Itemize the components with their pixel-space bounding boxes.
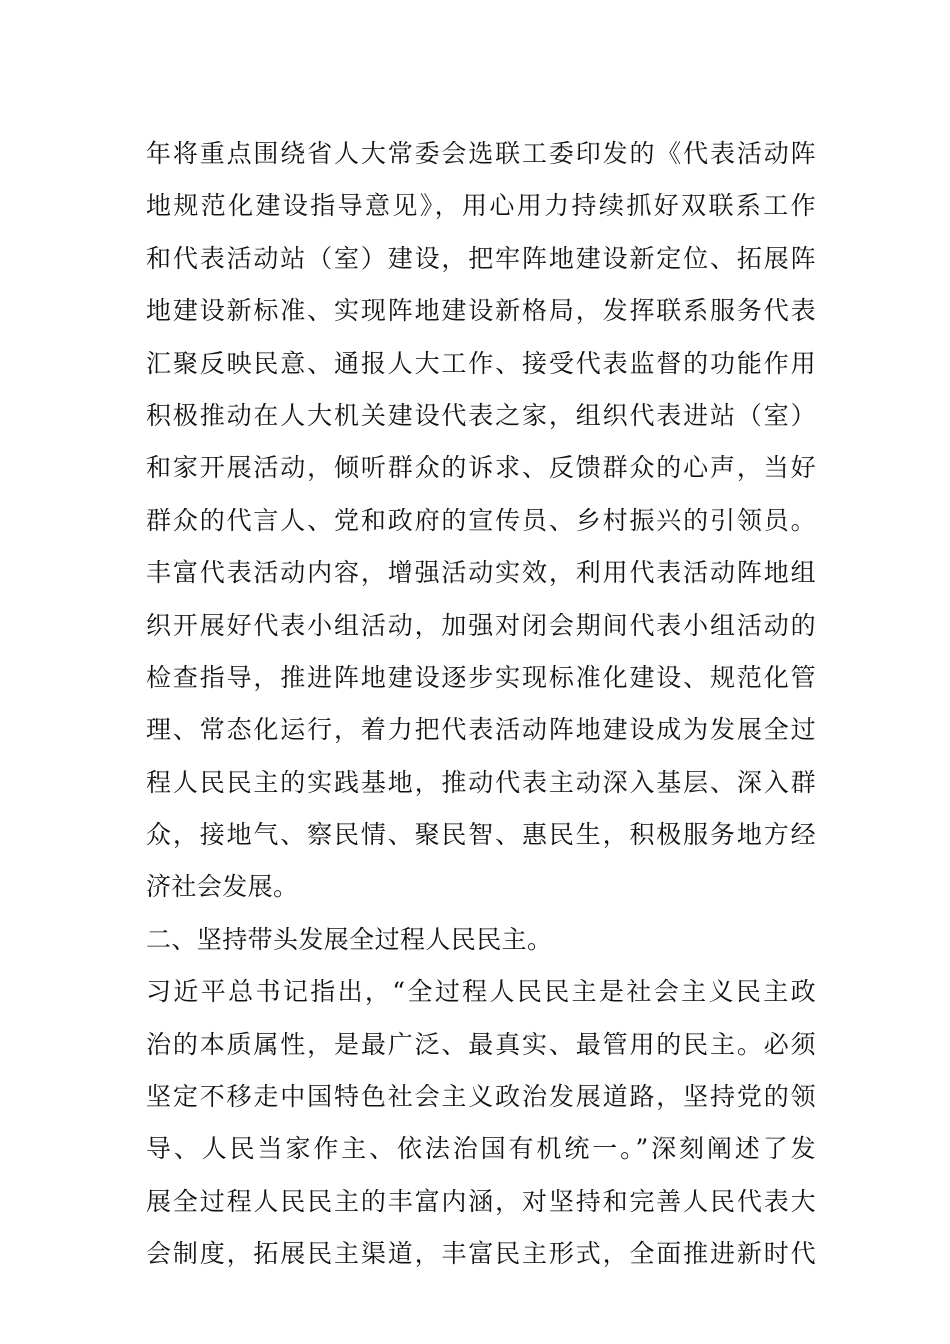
text-line: 和家开展活动，倾听群众的诉求、反馈群众的心声，当好 [146,453,816,483]
text-line: 织开展好代表小组活动，加强对闭会期间代表小组活动的 [146,610,816,640]
text-line: 展全过程人民民主的丰富内涵，对坚持和完善人民代表大 [146,1186,816,1216]
text-line: 地规范化建设指导意见》，用心用力持续抓好双联系工作 [146,191,816,221]
text-line: 习近平总书记指出，“全过程人民民主是社会主义民主政 [146,977,816,1007]
text-line: 年将重点围绕省人大常委会选联工委印发的《代表活动阵 [146,139,816,168]
text-line: 理、常态化运行，着力把代表活动阵地建设成为发展全过 [146,715,816,745]
text-line: 程人民民主的实践基地，推动代表主动深入基层、深入群 [146,767,816,797]
body-text [146,128,816,1281]
section-heading: 二、坚持带头发展全过程人民民主。 [146,924,553,954]
text-line: 会制度，拓展民主渠道，丰富民主形式，全面推进新时代 [146,1239,816,1269]
text-line: 众，接地气、察民情、聚民智、惠民生，积极服务地方经 [146,820,816,850]
text-line: 积极推动在人大机关建设代表之家，组织代表进站（室） [146,400,816,430]
text-line: 地建设新标准、实现阵地建设新格局，发挥联系服务代表 [146,296,816,326]
text-line: 济社会发展。 [146,872,299,902]
text-line: 汇聚反映民意、通报人大工作、接受代表监督的功能作用 [146,348,816,378]
text-line: 检查指导，推进阵地建设逐步实现标准化建设、规范化管 [146,662,816,692]
text-line: 和代表活动站（室）建设，把牢阵地建设新定位、拓展阵 [146,243,816,273]
text-line: 治的本质属性，是最广泛、最真实、最管用的民主。必须 [146,1029,816,1059]
text-line: 群众的代言人、党和政府的宣传员、乡村振兴的引领员。 [146,505,816,535]
text-line: 导、人民当家作主、依法治国有机统一。”深刻阐述了发 [146,1134,816,1164]
text-line: 丰富代表活动内容，增强活动实效，利用代表活动阵地组 [146,558,816,588]
text-line: 坚定不移走中国特色社会主义政治发展道路，坚持党的领 [146,1082,816,1112]
